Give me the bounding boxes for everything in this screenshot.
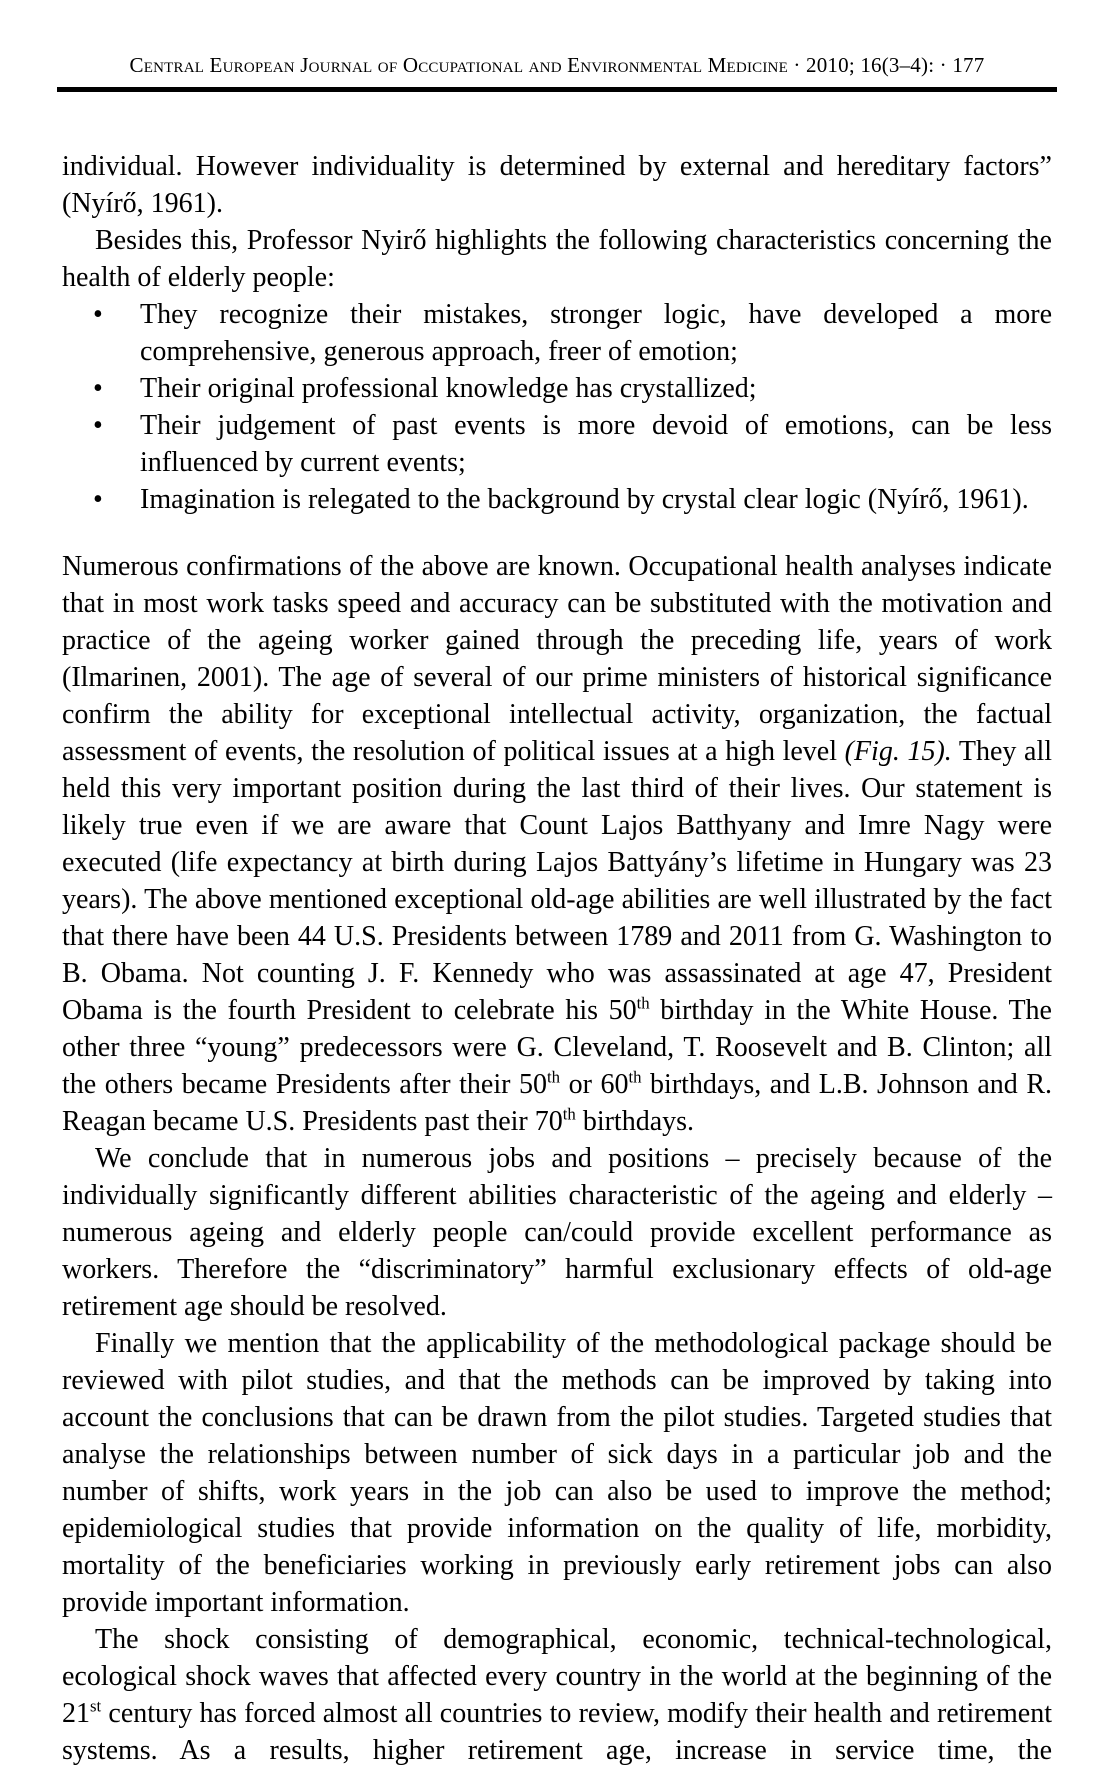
- list-item: [62, 407, 1052, 481]
- bullet-text: Their original professional knowledge has crystallized;: [140, 373, 757, 404]
- bullet-list: [62, 296, 1052, 518]
- paragraph: Besides this, Professor Nyirő highlights the following characteristics concerning the health of elderly people:: [62, 225, 1052, 293]
- list-item: [62, 296, 1052, 370]
- bullet-icon: •: [93, 299, 103, 330]
- header-rule: [57, 87, 1057, 92]
- list-item: [62, 481, 1052, 518]
- paragraph: We conclude that in numerous jobs and positions – precisely because of the individually significantly different abilities characteristic of the ageing and elderly – numerous ageing and elderly people can/could provide excellent performance as workers. Therefore the “discriminatory” harmful exclusionary effects of old-age retirement age should be resolved.: [62, 1143, 1052, 1322]
- bullet-text: Their judgement of past events is more devoid of emotions, can be less influenced by current events;: [140, 410, 1052, 478]
- paragraph-continuation: individual. However individuality is determined by external and hereditary factors” (Nyírő, 1961).: [62, 151, 1052, 219]
- bullet-text: Imagination is relegated to the background by crystal clear logic (Nyírő, 1961).: [140, 484, 1029, 515]
- page-header: [62, 52, 1052, 92]
- list-item: [62, 370, 1052, 407]
- bullet-icon: •: [93, 410, 103, 441]
- paragraph: Numerous confirmations of the above are known. Occupational health analyses indicate that in most work tasks speed and accuracy can be substituted with the motivation and practice of the ageing worker gained through the preceding life, years of work (Ilmarinen, 2001). The age of several of our prime ministers of historical significance confirm the ability for exceptional intellectual activity, organization, the factual assessment of events, the resolution of political issues at a high level (Fig. 15). They all held this very important position during the last third of their lives. Our statement is likely true even if we are aware that Count Lajos Batthyany and Imre Nagy were executed (life expectancy at birth during Lajos Battyány’s lifetime in Hungary was 23 years). The above mentioned exceptional old-age abilities are well illustrated by the fact that there have been 44 U.S. Presidents between 1789 and 2011 from G. Washington to B. Obama. Not counting J. F. Kennedy who was assassinated at age 47, President Obama is the fourth President to celebrate his 50th birthday in the White House. The other three “young” predecessors were G. Cleveland, T. Roosevelt and B. Clinton; all the others became Presidents after their 50th or 60th birthdays, and L.B. Johnson and R. Reagan became U.S. Presidents past their 70th birthdays.: [62, 551, 1053, 1137]
- running-head: Central European Journal of Occupational and Environmental Medicine · 2010; 16(3–4): · 177: [129, 53, 985, 77]
- paragraph-continues-next-page: The shock consisting of demographical, economic, technical-technological, ecological shock waves that affected every country in the world at the beginning of the 21st century has forced almost all countries to review, modify their health and retirement systems. As a results, higher retirement age, increase in service time, the: [62, 1624, 1052, 1766]
- page-body: [62, 148, 1052, 1769]
- paragraph: Finally we mention that the applicability of the methodological package should be reviewed with pilot studies, and that the methods can be improved by taking into account the conclusions that can be drawn from the pilot studies. Targeted studies that analyse the relationships between number of sick days in a particular job and the number of shifts, work years in the job can also be used to improve the method; epidemiological studies that provide information on the quality of life, morbidity, mortality of the beneficiaries working in previously early retirement jobs can also provide important information.: [62, 1328, 1052, 1618]
- bullet-text: They recognize their mistakes, stronger logic, have developed a more comprehensive, generous approach, freer of emotion;: [140, 299, 1052, 367]
- bullet-icon: •: [93, 484, 103, 515]
- bullet-icon: •: [93, 373, 103, 404]
